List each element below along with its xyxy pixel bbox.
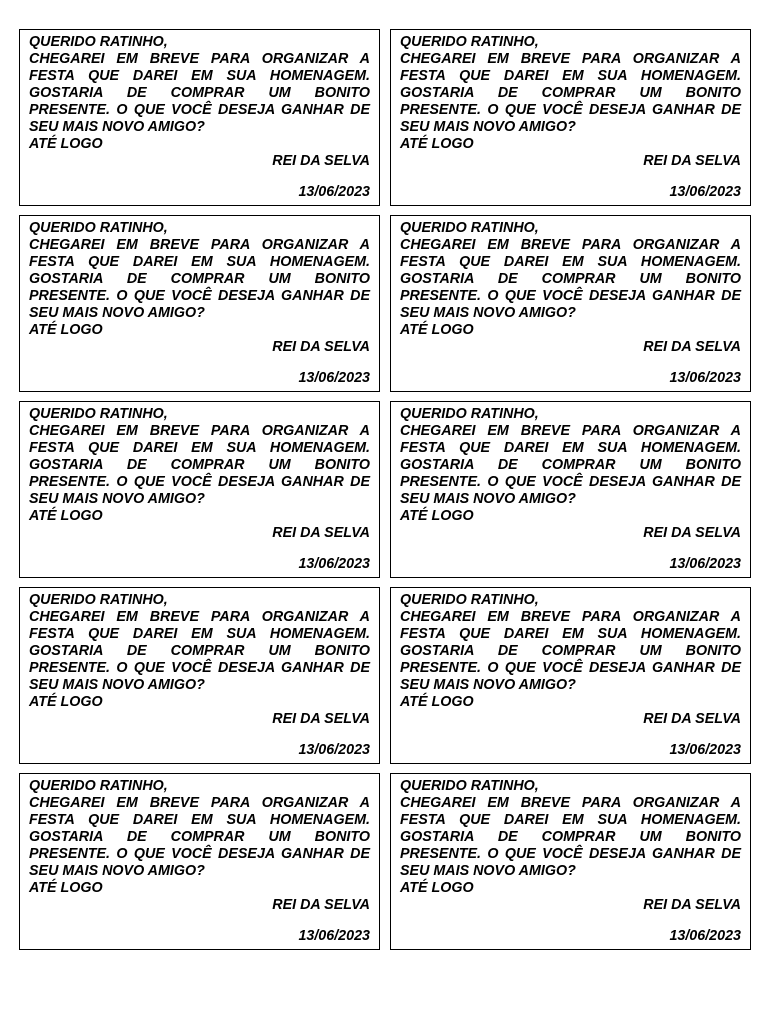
note-card — [19, 401, 380, 578]
note-closing: ATÉ LOGO — [400, 322, 474, 338]
note-closing: ATÉ LOGO — [400, 136, 474, 152]
note-date: 13/06/2023 — [298, 556, 370, 572]
note-signature: REI DA SELVA — [643, 339, 741, 355]
note-signature: REI DA SELVA — [272, 525, 370, 541]
note-greeting: QUERIDO RATINHO, — [29, 34, 168, 50]
note-date: 13/06/2023 — [298, 928, 370, 944]
note-sheet — [19, 29, 751, 950]
note-signature: REI DA SELVA — [643, 711, 741, 727]
note-closing: ATÉ LOGO — [400, 508, 474, 524]
note-greeting: QUERIDO RATINHO, — [400, 34, 539, 50]
note-body: CHEGAREI EM BREVE PARA ORGANIZAR A FESTA QUE DAREI EM SUA HOMENAGEM. GOSTARIA DE COMPRAR UM BONITO PRESENTE. O QUE VOCÊ DESEJA GANHAR DE SEU MAIS NOVO AMIGO? — [400, 51, 741, 135]
note-body: CHEGAREI EM BREVE PARA ORGANIZAR A FESTA QUE DAREI EM SUA HOMENAGEM. GOSTARIA DE COMPRAR UM BONITO PRESENTE. O QUE VOCÊ DESEJA GANHAR DE SEU MAIS NOVO AMIGO? — [400, 609, 741, 693]
note-date: 13/06/2023 — [669, 184, 741, 200]
note-greeting: QUERIDO RATINHO, — [29, 592, 168, 608]
note-greeting: QUERIDO RATINHO, — [400, 778, 539, 794]
note-card — [390, 587, 751, 764]
note-body: CHEGAREI EM BREVE PARA ORGANIZAR A FESTA QUE DAREI EM SUA HOMENAGEM. GOSTARIA DE COMPRAR UM BONITO PRESENTE. O QUE VOCÊ DESEJA GANHAR DE SEU MAIS NOVO AMIGO? — [29, 423, 370, 507]
note-greeting: QUERIDO RATINHO, — [29, 406, 168, 422]
note-card — [19, 587, 380, 764]
note-date: 13/06/2023 — [298, 742, 370, 758]
note-date: 13/06/2023 — [669, 742, 741, 758]
note-body: CHEGAREI EM BREVE PARA ORGANIZAR A FESTA QUE DAREI EM SUA HOMENAGEM. GOSTARIA DE COMPRAR UM BONITO PRESENTE. O QUE VOCÊ DESEJA GANHAR DE SEU MAIS NOVO AMIGO? — [400, 423, 741, 507]
note-date: 13/06/2023 — [298, 370, 370, 386]
note-card — [390, 401, 751, 578]
note-body: CHEGAREI EM BREVE PARA ORGANIZAR A FESTA QUE DAREI EM SUA HOMENAGEM. GOSTARIA DE COMPRAR UM BONITO PRESENTE. O QUE VOCÊ DESEJA GANHAR DE SEU MAIS NOVO AMIGO? — [400, 795, 741, 879]
note-signature: REI DA SELVA — [643, 897, 741, 913]
note-greeting: QUERIDO RATINHO, — [400, 406, 539, 422]
note-card — [390, 29, 751, 206]
note-signature: REI DA SELVA — [272, 339, 370, 355]
note-closing: ATÉ LOGO — [400, 694, 474, 710]
note-body: CHEGAREI EM BREVE PARA ORGANIZAR A FESTA QUE DAREI EM SUA HOMENAGEM. GOSTARIA DE COMPRAR UM BONITO PRESENTE. O QUE VOCÊ DESEJA GANHAR DE SEU MAIS NOVO AMIGO? — [29, 795, 370, 879]
note-closing: ATÉ LOGO — [400, 880, 474, 896]
note-date: 13/06/2023 — [298, 184, 370, 200]
note-card — [390, 773, 751, 950]
note-date: 13/06/2023 — [669, 928, 741, 944]
note-closing: ATÉ LOGO — [29, 508, 103, 524]
note-signature: REI DA SELVA — [643, 153, 741, 169]
note-greeting: QUERIDO RATINHO, — [29, 778, 168, 794]
note-card — [19, 29, 380, 206]
note-card — [19, 773, 380, 950]
note-body: CHEGAREI EM BREVE PARA ORGANIZAR A FESTA QUE DAREI EM SUA HOMENAGEM. GOSTARIA DE COMPRAR UM BONITO PRESENTE. O QUE VOCÊ DESEJA GANHAR DE SEU MAIS NOVO AMIGO? — [29, 51, 370, 135]
note-signature: REI DA SELVA — [272, 153, 370, 169]
note-body: CHEGAREI EM BREVE PARA ORGANIZAR A FESTA QUE DAREI EM SUA HOMENAGEM. GOSTARIA DE COMPRAR UM BONITO PRESENTE. O QUE VOCÊ DESEJA GANHAR DE SEU MAIS NOVO AMIGO? — [29, 237, 370, 321]
note-signature: REI DA SELVA — [272, 711, 370, 727]
note-date: 13/06/2023 — [669, 556, 741, 572]
note-closing: ATÉ LOGO — [29, 694, 103, 710]
note-card — [390, 215, 751, 392]
note-signature: REI DA SELVA — [643, 525, 741, 541]
note-body: CHEGAREI EM BREVE PARA ORGANIZAR A FESTA QUE DAREI EM SUA HOMENAGEM. GOSTARIA DE COMPRAR UM BONITO PRESENTE. O QUE VOCÊ DESEJA GANHAR DE SEU MAIS NOVO AMIGO? — [29, 609, 370, 693]
note-body: CHEGAREI EM BREVE PARA ORGANIZAR A FESTA QUE DAREI EM SUA HOMENAGEM. GOSTARIA DE COMPRAR UM BONITO PRESENTE. O QUE VOCÊ DESEJA GANHAR DE SEU MAIS NOVO AMIGO? — [400, 237, 741, 321]
note-closing: ATÉ LOGO — [29, 322, 103, 338]
note-greeting: QUERIDO RATINHO, — [400, 592, 539, 608]
note-closing: ATÉ LOGO — [29, 136, 103, 152]
note-signature: REI DA SELVA — [272, 897, 370, 913]
note-greeting: QUERIDO RATINHO, — [400, 220, 539, 236]
note-greeting: QUERIDO RATINHO, — [29, 220, 168, 236]
note-date: 13/06/2023 — [669, 370, 741, 386]
note-card — [19, 215, 380, 392]
note-closing: ATÉ LOGO — [29, 880, 103, 896]
